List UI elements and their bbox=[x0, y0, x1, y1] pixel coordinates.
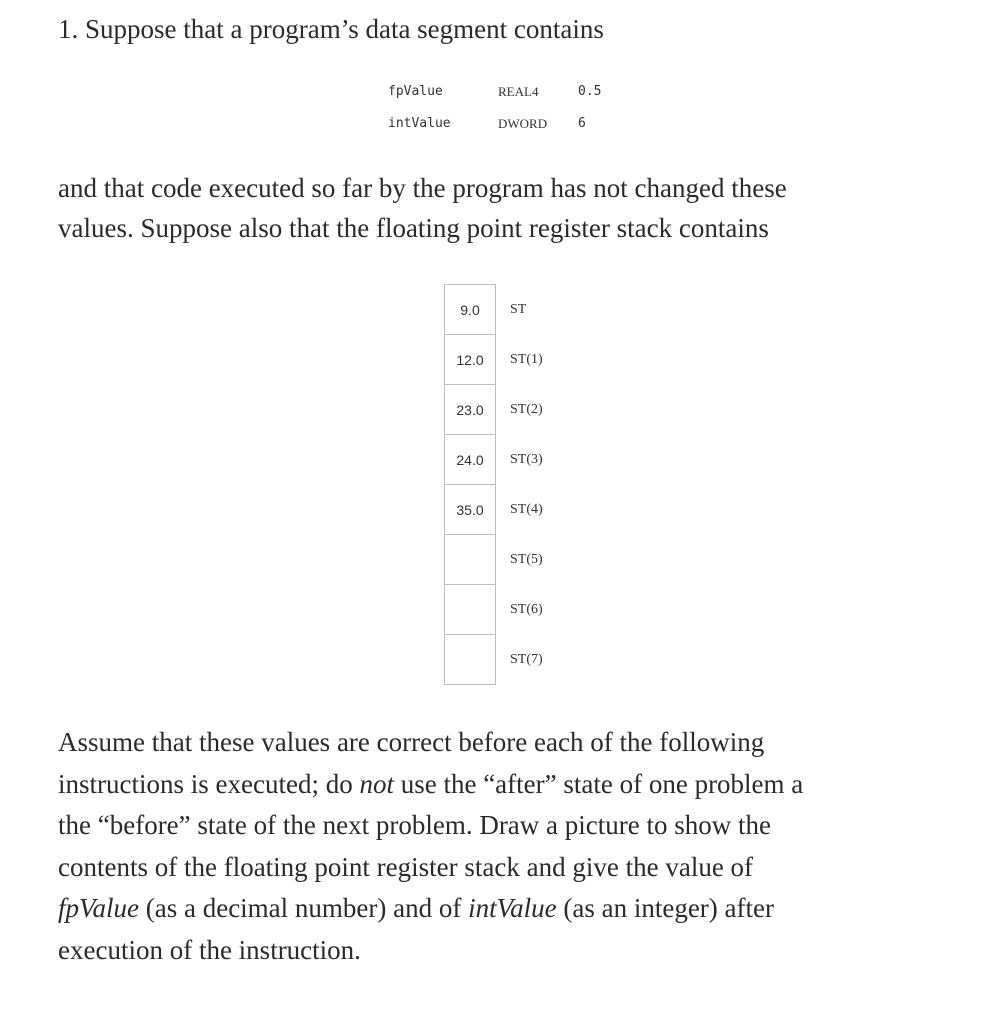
declaration-type: REAL4 bbox=[498, 84, 539, 99]
instructions-paragraph bbox=[58, 722, 803, 971]
paragraph-line: (as an integer) after bbox=[556, 893, 774, 923]
paragraph-line: instructions is executed; do bbox=[58, 768, 360, 799]
stack-register-label: ST bbox=[510, 301, 527, 317]
stack-register-label: ST(5) bbox=[510, 551, 543, 567]
declaration-value: 6 bbox=[578, 116, 586, 131]
paragraph-line: contents of the floating point register stack and give the value of bbox=[58, 851, 754, 882]
stack-value bbox=[445, 585, 496, 635]
declaration-name: fpValue bbox=[388, 84, 443, 99]
declaration-value: 0.5 bbox=[578, 84, 602, 99]
intro-paragraph bbox=[58, 168, 787, 248]
stack-row bbox=[445, 635, 571, 685]
paragraph-line: execution of the instruction. bbox=[58, 934, 361, 965]
stack-value bbox=[445, 635, 496, 685]
emphasis-text: not bbox=[359, 768, 394, 799]
stack-value: 9.0 bbox=[445, 285, 496, 335]
stack-register-label: ST(2) bbox=[510, 401, 543, 417]
stack-row bbox=[445, 435, 571, 485]
variable-name: fpValue bbox=[58, 893, 139, 923]
paragraph-line: values. Suppose also that the floating point register stack contains bbox=[58, 213, 769, 243]
stack-register-label: ST(3) bbox=[510, 451, 543, 467]
stack-row bbox=[445, 335, 571, 385]
stack-value: 23.0 bbox=[445, 385, 496, 435]
paragraph-line: the “before” state of the next problem. Draw a picture to show the bbox=[58, 810, 771, 840]
stack-register-label: ST(4) bbox=[510, 501, 543, 517]
stack-row bbox=[445, 285, 571, 335]
declaration-type: DWORD bbox=[498, 116, 548, 131]
stack-register-label: ST(7) bbox=[510, 651, 543, 667]
declaration-name: intValue bbox=[388, 116, 451, 131]
variable-name: intValue bbox=[468, 893, 557, 923]
paragraph-line: Assume that these values are correct before each of the following bbox=[58, 727, 765, 757]
stack-value: 35.0 bbox=[445, 485, 496, 535]
stack-value: 12.0 bbox=[445, 335, 496, 385]
paragraph-line: use the “after” state of one problem a bbox=[393, 768, 804, 799]
question-heading: 1. Suppose that a program’s data segment contains bbox=[58, 14, 604, 44]
stack-row bbox=[445, 485, 571, 535]
paragraph-line: and that code executed so far by the program has not changed these bbox=[58, 173, 787, 203]
fpu-register-stack bbox=[444, 284, 571, 685]
stack-row bbox=[445, 585, 571, 635]
stack-register-label: ST(1) bbox=[510, 351, 543, 367]
stack-row bbox=[445, 385, 571, 435]
paragraph-line: (as a decimal number) and of bbox=[139, 893, 469, 923]
stack-register-label: ST(6) bbox=[510, 601, 543, 617]
stack-row bbox=[445, 535, 571, 585]
stack-value bbox=[445, 535, 496, 585]
stack-value: 24.0 bbox=[445, 435, 496, 485]
